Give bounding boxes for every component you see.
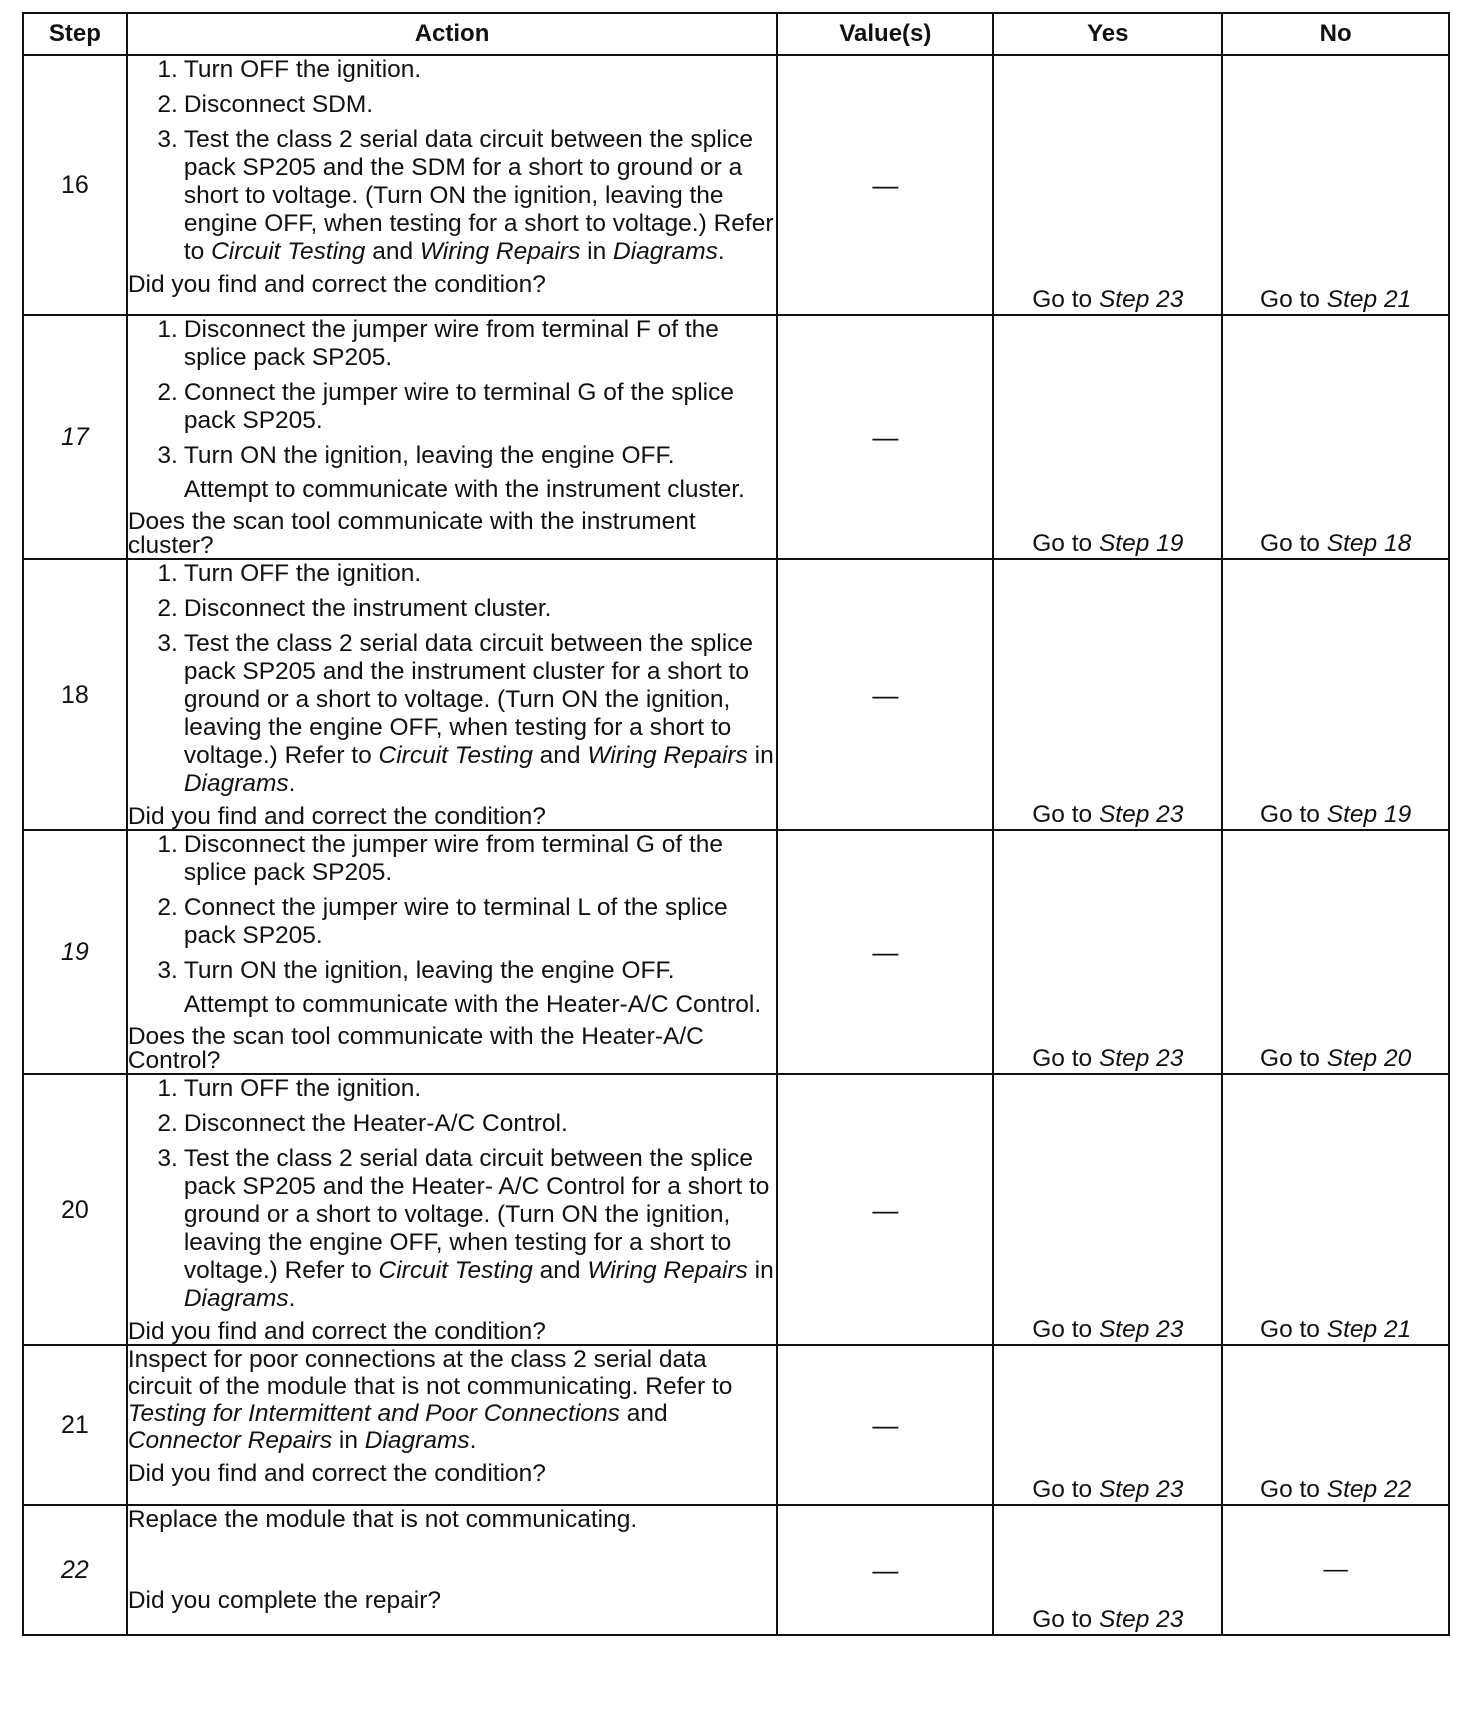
list-item: 1. Turn OFF the ignition. (157, 1075, 422, 1102)
action-list (128, 560, 776, 798)
question-text: Does the scan tool communicate with the instrument cluster? (127, 508, 696, 559)
list-item: 3. Test the class 2 serial data circuit between the splice pack SP205 and the SDM for a short to ground or a short to voltage. (Turn ON the ignition, leaving the engine OFF, when testing for a short to voltage.) Refer to Circuit Testing and Wiring Repairs in Diagrams. (157, 126, 774, 265)
question-text: Did you find and correct the condition? (127, 1318, 546, 1345)
table-row-step-21 (23, 1345, 1449, 1505)
action-cell (127, 1505, 777, 1635)
question-text: Does the scan tool communicate with the Heater-A/C Control? (127, 1023, 704, 1074)
step-number: 22 (23, 1505, 127, 1635)
action-cell (127, 55, 777, 315)
list-item: 2. Connect the jumper wire to terminal G of the splice pack SP205. (157, 379, 734, 434)
yes-cell: Go to Step 23 (993, 1505, 1222, 1635)
no-cell: Go to Step 21 (1222, 55, 1449, 315)
table-row-step-19 (23, 830, 1449, 1074)
value-cell: — (777, 559, 993, 830)
list-item: 2. Disconnect the Heater-A/C Control. (157, 1110, 568, 1137)
yes-cell: Go to Step 23 (993, 830, 1222, 1074)
list-item: 1. Disconnect the jumper wire from terminal G of the splice pack SP205. (157, 831, 724, 886)
step-number: 18 (23, 559, 127, 830)
step-number: 17 (23, 315, 127, 559)
no-cell: — (1222, 1505, 1449, 1635)
action-list (128, 831, 776, 985)
no-cell: Go to Step 21 (1222, 1074, 1449, 1345)
action-cell (127, 830, 777, 1074)
step-number: 21 (23, 1345, 127, 1505)
yes-cell: Go to Step 23 (993, 1345, 1222, 1505)
header-values: Value(s) (777, 13, 993, 55)
yes-cell: Go to Step 23 (993, 559, 1222, 830)
step-number: 19 (23, 830, 127, 1074)
diagnostic-table (22, 12, 1450, 1636)
no-cell: Go to Step 20 (1222, 830, 1449, 1074)
no-cell: Go to Step 22 (1222, 1345, 1449, 1505)
action-paragraph: Inspect for poor connections at the class 2 serial data circuit of the module that is not communicating. Refer to Testing for Intermittent and Poor Connections and Connector Repairs in Diagrams. (127, 1346, 733, 1454)
sub-instruction: Attempt to communicate with the instrument cluster. (183, 476, 745, 503)
value-cell: — (777, 1505, 993, 1635)
action-list (128, 316, 776, 470)
list-item: 1. Disconnect the jumper wire from terminal F of the splice pack SP205. (157, 316, 719, 371)
table-row-step-17 (23, 315, 1449, 559)
value-cell: — (777, 830, 993, 1074)
header-no: No (1222, 13, 1449, 55)
question-text: Did you find and correct the condition? (127, 803, 546, 830)
list-item: 3. Turn ON the ignition, leaving the engine OFF. (157, 957, 675, 984)
table-row-step-22 (23, 1505, 1449, 1635)
sub-instruction: Attempt to communicate with the Heater-A/C Control. (183, 991, 762, 1018)
yes-cell: Go to Step 23 (993, 55, 1222, 315)
no-cell: Go to Step 19 (1222, 559, 1449, 830)
list-item: 3. Turn ON the ignition, leaving the engine OFF. (157, 442, 675, 469)
action-list (128, 56, 776, 266)
yes-cell: Go to Step 23 (993, 1074, 1222, 1345)
table-row-step-16 (23, 55, 1449, 315)
step-number: 16 (23, 55, 127, 315)
step-number: 20 (23, 1074, 127, 1345)
list-item: 2. Disconnect SDM. (157, 91, 374, 118)
question-text: Did you find and correct the condition? (127, 1460, 546, 1487)
table-row-step-18 (23, 559, 1449, 830)
action-cell (127, 1345, 777, 1505)
yes-cell: Go to Step 19 (993, 315, 1222, 559)
question-text: Did you find and correct the condition? (127, 271, 546, 298)
value-cell: — (777, 1345, 993, 1505)
action-paragraph: Replace the module that is not communicating. (127, 1506, 638, 1533)
list-item: 3. Test the class 2 serial data circuit between the splice pack SP205 and the instrument cluster for a short to ground or a short to voltage. (Turn ON the ignition, leaving the engine OFF, when testing for a short to voltage.) Refer to Circuit Testing and Wiring Repairs in Diagrams. (157, 630, 774, 797)
value-cell: — (777, 315, 993, 559)
header-row (23, 13, 1449, 55)
question-text: Did you complete the repair? (127, 1587, 442, 1614)
list-item: 3. Test the class 2 serial data circuit between the splice pack SP205 and the Heater- A/C Control for a short to ground or a short to voltage. (Turn ON the ignition, leaving the engine OFF, when testing for a short to voltage.) Refer to Circuit Testing and Wiring Repairs in Diagrams. (157, 1145, 774, 1312)
value-cell: — (777, 55, 993, 315)
action-cell (127, 315, 777, 559)
header-yes: Yes (993, 13, 1222, 55)
no-cell: Go to Step 18 (1222, 315, 1449, 559)
list-item: 2. Connect the jumper wire to terminal L of the splice pack SP205. (157, 894, 728, 949)
header-step: Step (23, 13, 127, 55)
list-item: 1. Turn OFF the ignition. (157, 56, 422, 83)
list-item: 1. Turn OFF the ignition. (157, 560, 422, 587)
list-item: 2. Disconnect the instrument cluster. (157, 595, 552, 622)
table-row-step-20 (23, 1074, 1449, 1345)
action-list (128, 1075, 776, 1313)
action-cell (127, 1074, 777, 1345)
value-cell: — (777, 1074, 993, 1345)
header-action: Action (127, 13, 777, 55)
action-cell (127, 559, 777, 830)
